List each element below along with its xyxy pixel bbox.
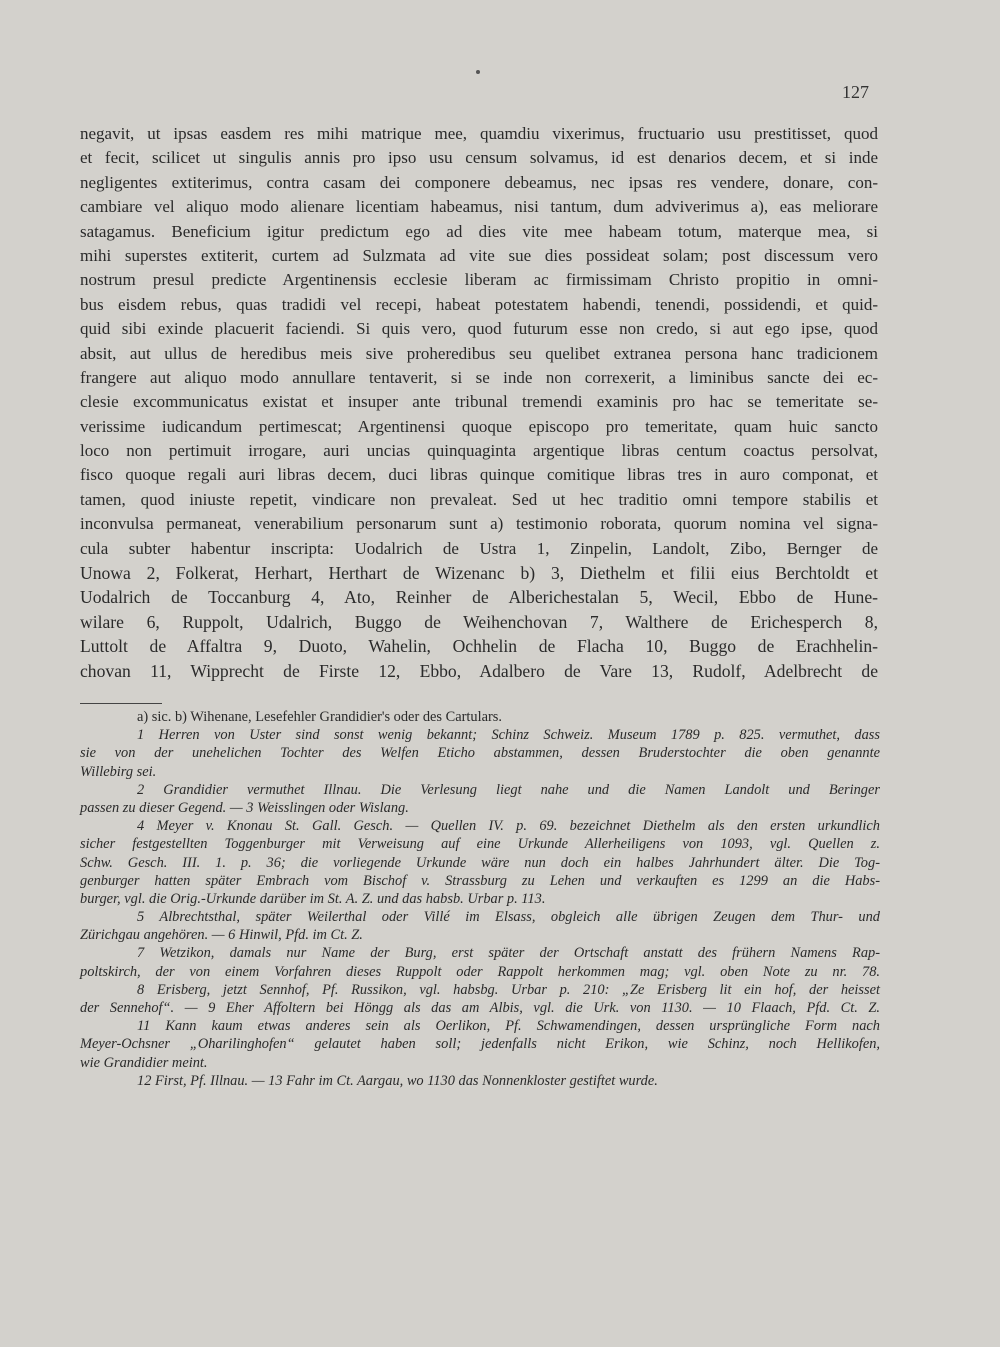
print-speck xyxy=(476,70,480,74)
footnote-line: 7 Wetzikon, damals nur Name der Burg, erst später der Ortschaft anstatt des frühern Namens Rap- xyxy=(137,945,880,962)
witness-line: Luttolt de Affaltra 9, Duoto, Wahelin, Ochhelin de Flacha 10, Buggo de Erachhelin- xyxy=(80,636,878,657)
text-line: verissime iudicandum pertimescat; Argentinensi quoque episcopo pro temeritate, quam huic sancto xyxy=(80,416,878,436)
text-line: mihi superstes extiterit, curtem ad Sulzmata ad vite sue dies possideat solam; post discessum vero xyxy=(80,245,878,265)
footnote-line: 11 Kann kaum etwas anderes sein als Oerlikon, Pf. Schwamendingen, dessen ursprüngliche Form nach xyxy=(137,1018,880,1035)
footnote-line: sie von der unehelichen Tochter des Welfen Eticho abstammen, dessen Bruderstochter die oben genannte xyxy=(80,745,880,762)
footnote-line: der Sennehof“. — 9 Eher Affoltern bei Höngg als das am Albis, vgl. die Urk. von 1130. — 10 Flaach, Pfd. Ct. Z. xyxy=(80,1000,880,1016)
footnote-line: burger, vgl. die Orig.-Urkunde darüber im St. A. Z. und das habsb. Urbar p. 113. xyxy=(80,890,546,907)
text-line: satagamus. Beneficium igitur predictum ego ad dies vite mee habeam totum, materque mea, si xyxy=(80,221,878,241)
text-line: inconvulsa permaneat, venerabilium personarum sunt a) testimonio roborata, quorum nomina vel signa- xyxy=(80,514,878,534)
footnote-line: wie Grandidier meint. xyxy=(80,1054,208,1071)
text-line: negligentes extiterimus, contra casam dei componere debeamus, nec ipsas res vendere, donare, con- xyxy=(80,172,878,192)
footnote-line: passen zu dieser Gegend. — 3 Weisslingen oder Wislang. xyxy=(80,799,409,816)
footnote-line: Meyer-Ochsner „Oharilinghofen“ gelautet haben soll; jedenfalls nicht Erikon, wie Schinz, noch Hellikofen, xyxy=(80,1036,880,1053)
footnote-line: 4 Meyer v. Knonau St. Gall. Gesch. — Quellen IV. p. 69. bezeichnet Diethelm als den ersten urkundlich xyxy=(137,818,880,835)
text-line: nostrum presul predicte Argentinensis ecclesie liberam ac firmissimam Christo propitio in omni- xyxy=(80,270,878,290)
charter-text xyxy=(80,122,878,683)
footnote-line: Willebirg sei. xyxy=(80,763,157,780)
text-line: cambiare vel aliquo modo alienare licentiam habeamus, nisi tantum, dum adviverimus a), eas meliorare xyxy=(80,197,878,217)
footnote-line: 12 First, Pf. Illnau. — 13 Fahr im Ct. Aargau, wo 1130 das Nonnenkloster gestiftet wurde. xyxy=(137,1072,658,1089)
footnote-line: 1 Herren von Uster sind sonst wenig bekannt; Schinz Schweiz. Museum 1789 p. 825. vermuthet, dass xyxy=(137,727,880,744)
page-number: 127 xyxy=(842,82,869,102)
text-line: loco non pertimuit irrogare, auri uncias quinquaginta argentique libras centum coactus persolvat, xyxy=(80,441,878,461)
witness-line: Unowa 2, Folkerat, Herhart, Herthart de Wizenanc b) 3, Diethelm et filii eius Berchtoldt et xyxy=(80,563,878,584)
footnote-line: poltskirch, der von einem Vorfahren dieses Ruppolt oder Rappolt herkommen mag; vgl. oben Note zu nr. 78. xyxy=(80,963,880,980)
footnote-line: 2 Grandidier vermuthet Illnau. Die Verlesung liegt nahe und die Namen Landolt und Beringer xyxy=(137,781,880,798)
footnote-line: 8 Erisberg, jetzt Sennhof, Pf. Russikon, vgl. habsbg. Urbar p. 210: „Ze Erisberg lit ein hof, der heisset xyxy=(137,981,880,998)
text-line: bus eisdem rebus, quas tradidi vel recepi, habeat potestatem habendi, tenendi, possidendi, et quid- xyxy=(80,294,878,314)
text-line: fisco quoque regali auri libras decem, duci libras quinque comitique libras tres in auro componat, et xyxy=(80,465,878,485)
footnote-separator xyxy=(80,703,162,704)
footnote-line: Schw. Gesch. III. 1. p. 36; die vorliegende Urkunde wäre nun doch ein halbes Jahrhundert älter. Die Tog- xyxy=(80,854,880,871)
footnote-line: genburger hatten später Embrach vom Bischof v. Strassburg zu Lehen und verkauften es 1299 an die Habs- xyxy=(80,872,880,889)
witness-line: chovan 11, Wipprecht de Firste 12, Ebbo, Adalbero de Vare 13, Rudolf, Adelbrecht de xyxy=(80,660,878,681)
text-line: absit, aut ullus de heredibus meis sive proheredibus seu quelibet extranea persona hanc tradicionem xyxy=(80,343,878,363)
text-line: negavit, ut ipsas easdem res mihi matrique mee, quamdiu vixerimus, fructuario usu prestitisset, quod xyxy=(80,124,878,143)
text-line: clesie excommunicatus existat et insuper ante tribunal tremendi examinis pro hac se temeritate se- xyxy=(80,392,878,412)
footnote-line: 5 Albrechtsthal, später Weilerthal oder Villé im Elsass, obgleich alle übrigen Zeugen dem Thur- und xyxy=(137,909,880,926)
text-line: quid sibi exinde placuerit faciendi. Si quis vero, quod futurum esse non credo, si aut ego ipse, quod xyxy=(80,319,878,339)
footnotes xyxy=(80,708,880,1090)
footnote-line: Zürichgau angehören. — 6 Hinwil, Pfd. im Ct. Z. xyxy=(80,927,363,944)
footnote-line: sicher festgestellten Toggenburger mit Verweisung auf eine Urkunde Allerheiligens von 1093, vgl. Quellen z. xyxy=(80,836,880,853)
text-line: cula subter habentur inscripta: Uodalrich de Ustra 1, Zinpelin, Landolt, Zibo, Bernger de xyxy=(80,538,878,558)
text-line: et fecit, scilicet ut singulis annis pro ipso usu censum solvamus, id est denarios decem, et si inde xyxy=(80,148,878,168)
text-line: tamen, quod iniuste repetit, vindicare non prevaleat. Sed ut hec traditio omni tempore stabilis et xyxy=(80,489,878,509)
footnote-line: a) sic. b) Wihenane, Lesefehler Grandidier's oder des Cartulars. xyxy=(137,709,502,725)
witness-line: wilare 6, Ruppolt, Udalrich, Buggo de Weihenchovan 7, Walthere de Erichesperch 8, xyxy=(80,611,878,632)
witness-line: Uodalrich de Toccanburg 4, Ato, Reinher de Alberichestalan 5, Wecil, Ebbo de Hune- xyxy=(80,587,878,608)
text-line: frangere aut aliquo modo annullare tentaverit, si se inde non correxerit, a liminibus sancte dei ec- xyxy=(80,367,878,387)
